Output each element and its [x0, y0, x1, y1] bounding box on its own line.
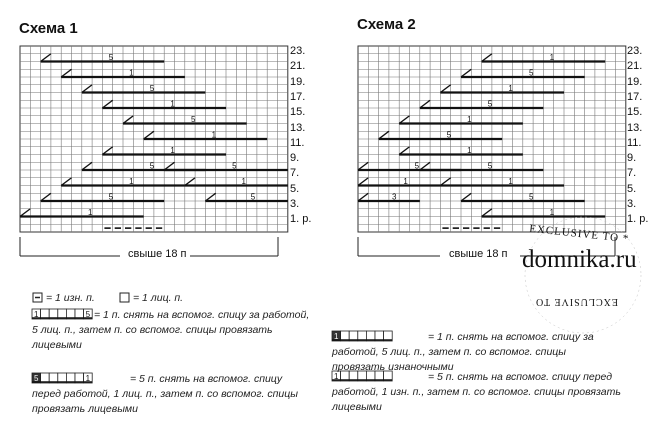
scheme-1-cable-label: 5 [108, 192, 114, 202]
legend-item-d: = 5 п. снять на вспомог. спицу перед работой, 1 изн. п., затем п. со вспомог. спицы провязать лицевыми [332, 371, 621, 413]
scheme-1-cable-label: 1 [129, 177, 134, 186]
watermark-ring-top: EXCLUSIVE TO * [528, 222, 630, 246]
symbol-number: 5 [34, 374, 39, 383]
legend-item-c: = 1 п. снять на вспомог. спицу за работой, 5 лиц. п., затем п. со вспомог. спицы провязать изнаночными [332, 331, 594, 373]
scheme-2-cable-label: 1 [403, 177, 408, 186]
scheme-1-cable-label: 1 [241, 177, 246, 186]
scheme-2-title: Схема 2 [357, 16, 416, 33]
purl-symbol [33, 293, 42, 302]
scheme-1-cable-label: 5 [250, 192, 256, 202]
watermark-site: domnika.ru [522, 246, 637, 273]
symbol-number: 1 [334, 332, 339, 341]
scheme-2-cable-label: 1 [508, 177, 513, 186]
row-number: 21. [290, 60, 306, 73]
scheme-2-cable-label: 5 [528, 192, 534, 202]
legend-purl-text: = 1 изн. п. [46, 292, 95, 304]
row-number: 13. [290, 121, 306, 134]
scheme-1-cable-label: 5 [108, 53, 114, 62]
scheme-1-chart-grid [20, 46, 288, 232]
row-number: 11. [627, 136, 642, 149]
scheme-1-cable-label: 5 [232, 161, 237, 171]
legend-knit-text: = 1 лиц. п. [133, 292, 184, 304]
scheme-2-cable-label: 1 [508, 84, 513, 93]
knit-symbol [120, 293, 129, 302]
row-number: 23. [627, 45, 643, 57]
row-number: 21. [627, 60, 643, 73]
row-number: 9. [627, 152, 637, 165]
row-number: 17. [627, 90, 643, 103]
symbol-number: 1 [85, 374, 91, 383]
scheme-1-cable-label: 5 [149, 84, 155, 93]
symbol-number: 5 [85, 310, 91, 319]
scheme-1-cable-label: 1 [211, 130, 217, 140]
scheme-2-width-label: свыше 18 п [449, 248, 508, 260]
row-number: 3. [627, 198, 637, 210]
scheme-1-cable-label: 5 [190, 115, 196, 124]
scheme-2-cable-label: 1 [549, 208, 555, 217]
scheme-2-cable-label: 5 [414, 161, 420, 171]
legend-item-b: = 5 п. снять на вспомог. спицу перед работой, 1 лиц. п., затем п. со вспомог. спицы провязать лицевыми [32, 373, 298, 415]
row-number: 23. [290, 45, 306, 57]
row-number: 7. [290, 167, 300, 180]
symbol-number: 1 [334, 372, 339, 381]
row-number: 11. [290, 136, 305, 149]
scheme-2-cable-label: 5 [446, 130, 452, 140]
scheme-2-cable-label: 5 [487, 99, 493, 109]
row-number: 9. [290, 152, 300, 165]
scheme-1-width-label: свыше 18 п [128, 248, 187, 260]
row-number: 15. [290, 106, 306, 119]
scheme-2-cable-label: 1 [549, 53, 555, 62]
scheme-1-cable-label: 1 [170, 99, 175, 109]
watermark-ring-bottom: EXCLUSIVE TO [535, 296, 619, 307]
row-number: 1. р. [627, 213, 649, 226]
scheme-1-cable-label: 5 [149, 161, 155, 171]
row-number: 19. [627, 75, 643, 88]
scheme-1-cable-label: 1 [170, 146, 175, 155]
legend-item-a: = 1 п. снять на вспомог. спицу за работой, 5 лиц. п., затем п. со вспомог. спицы провязать лицевыми [32, 309, 310, 351]
row-number: 13. [627, 121, 643, 134]
row-number: 17. [290, 90, 306, 103]
row-number: 5. [290, 182, 300, 195]
row-number: 1. р. [290, 213, 312, 226]
scheme-2-cable-label: 3 [391, 192, 397, 202]
row-number: 5. [627, 182, 637, 195]
scheme-2-cable-label: 1 [467, 146, 472, 155]
symbol-number: 1 [34, 310, 39, 319]
scheme-2-cable-label: 5 [528, 68, 534, 78]
scheme-1-cable-label: 1 [87, 208, 93, 217]
scheme-1-cable-label: 1 [129, 68, 134, 78]
scheme-2-chart-grid [358, 46, 626, 232]
scheme-1-title: Схема 1 [19, 20, 78, 37]
row-number: 7. [627, 167, 637, 180]
scheme-2-cable-label: 5 [487, 161, 493, 171]
row-number: 19. [290, 75, 306, 88]
scheme-2-cable-label: 1 [467, 115, 472, 124]
row-number: 3. [290, 198, 300, 210]
row-number: 15. [627, 106, 643, 119]
